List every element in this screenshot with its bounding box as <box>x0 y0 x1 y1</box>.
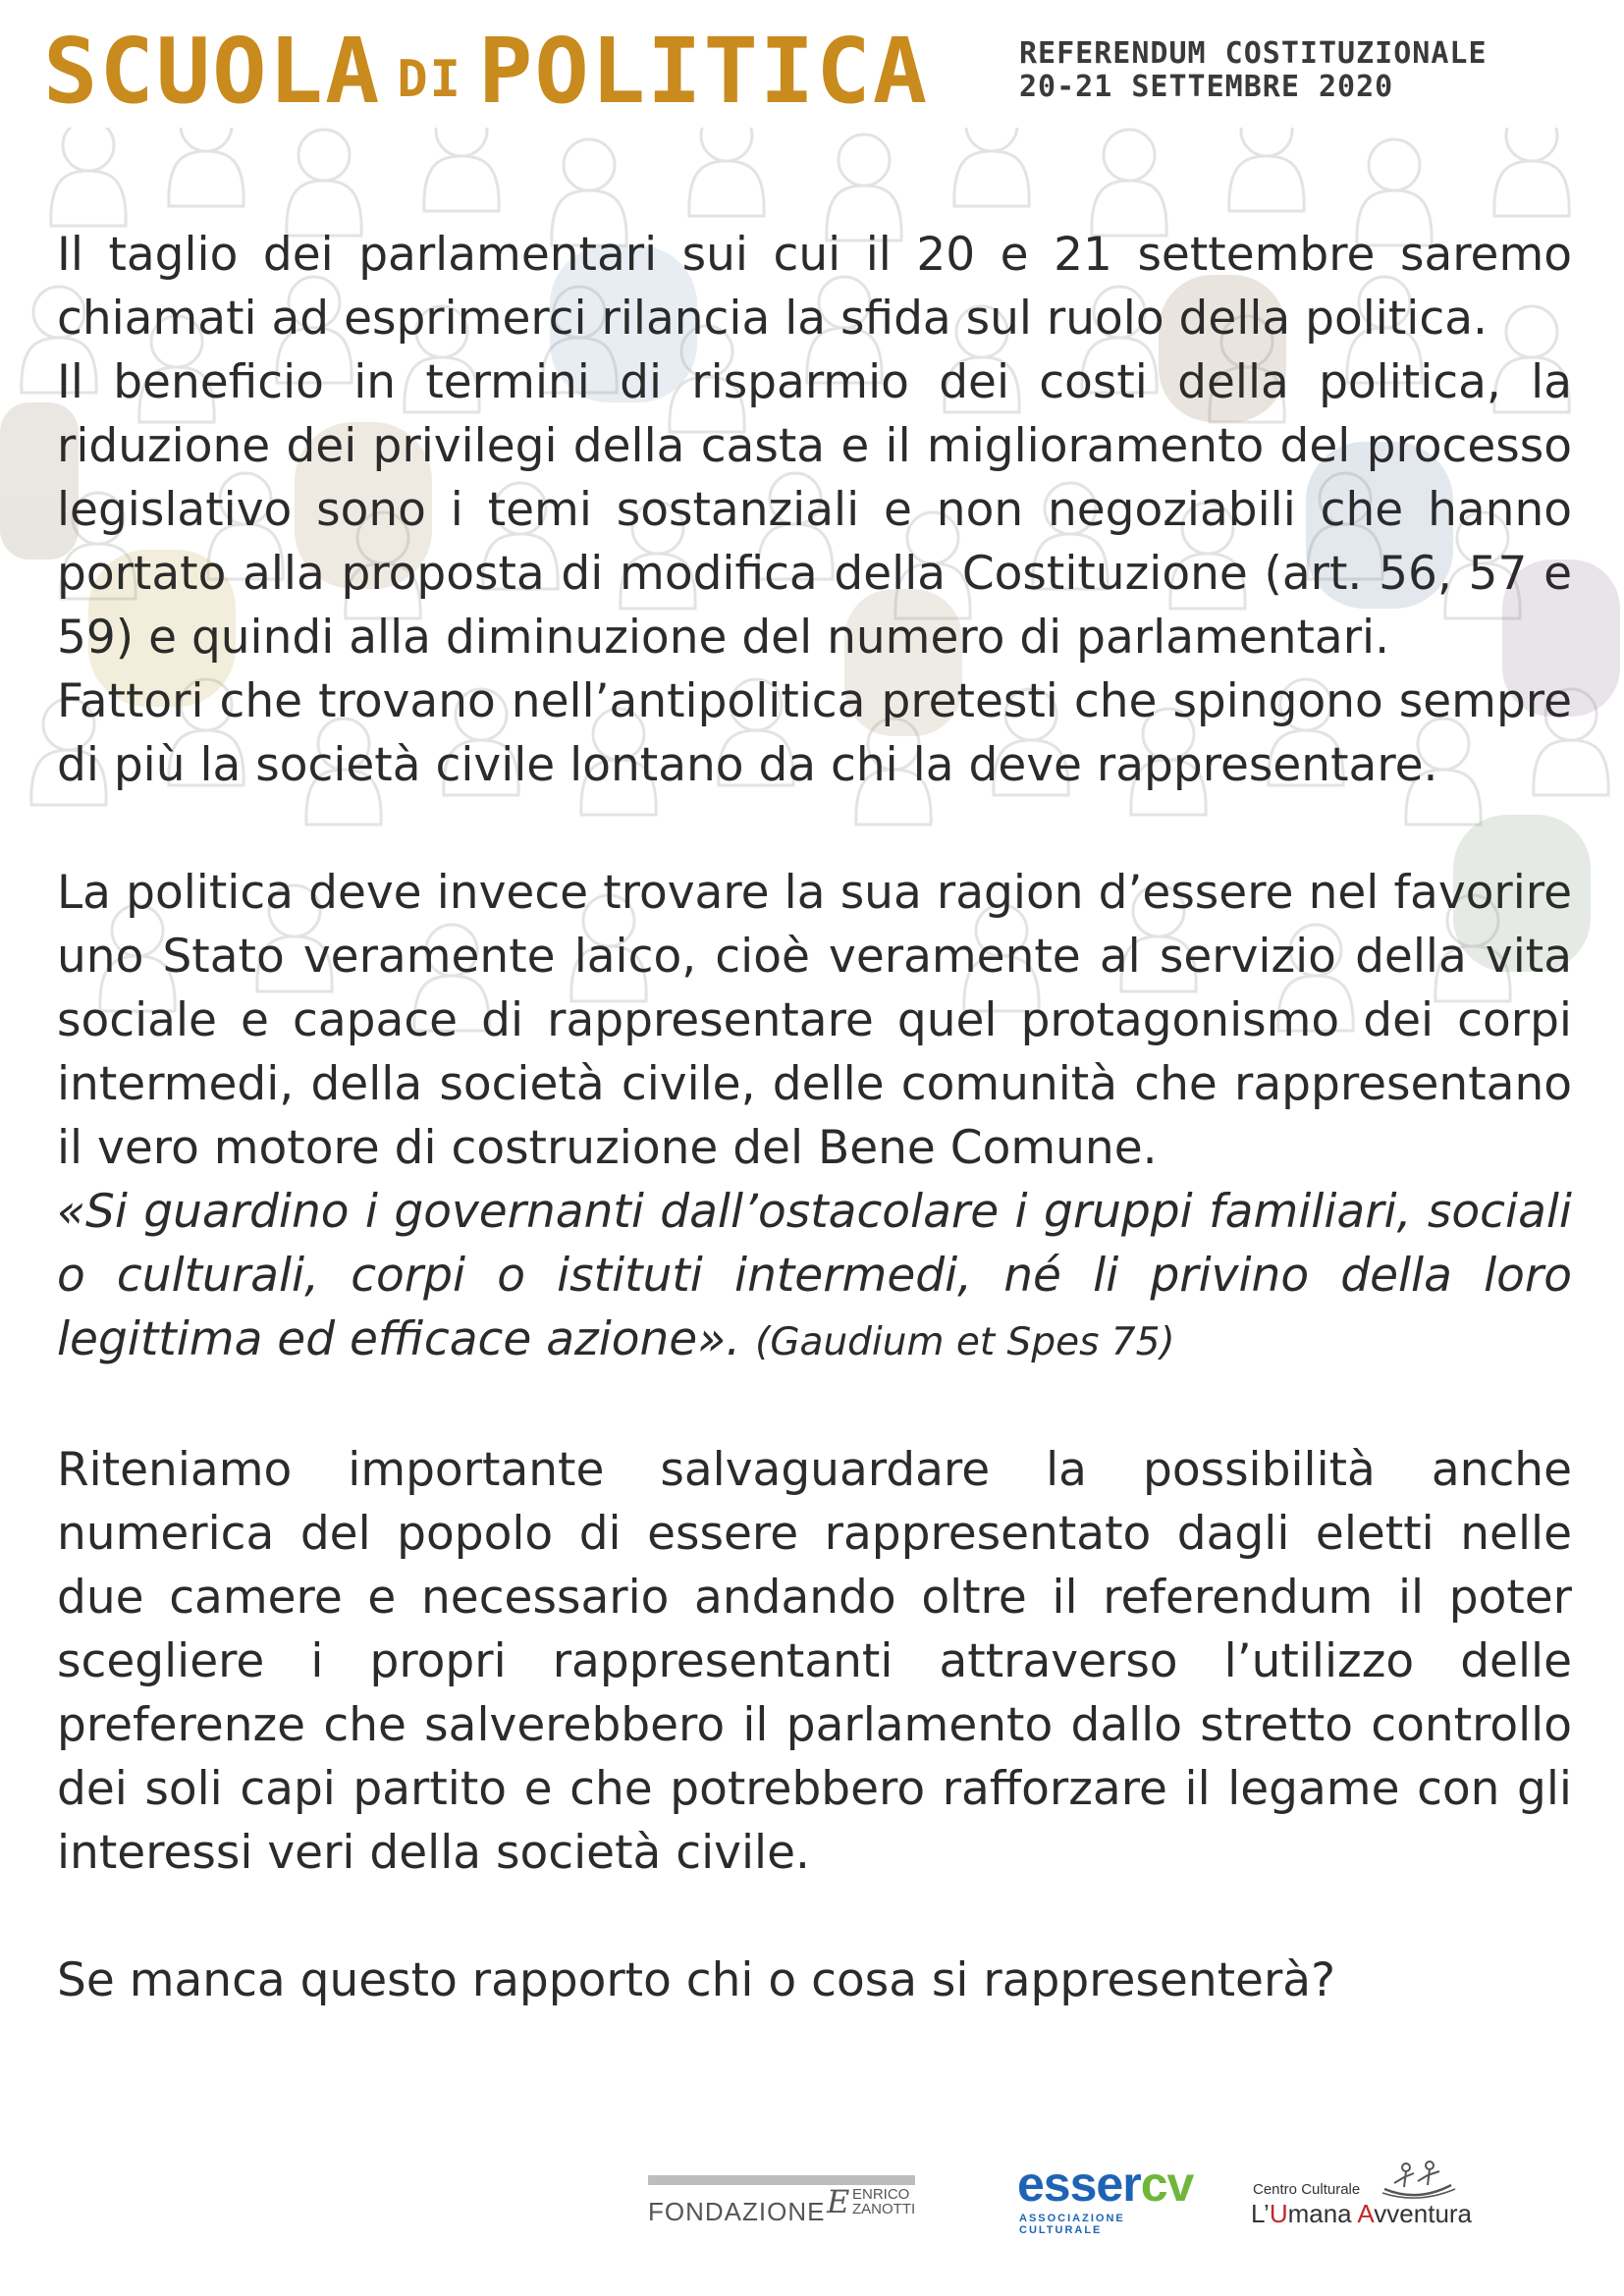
subtitle-line-2: 20-21 SETTEMBRE 2020 <box>1019 70 1394 104</box>
paragraph-4: La politica deve invece trovare la sua ragion d’essere nel favorire uno Stato veramente laico, cioè veramente al servizio della vita sociale e capace di rappresentare quel protagonismo dei corpi intermedi, della società civile, delle comunità che rappresentano il vero motore di costruzione del Bene Comune. <box>57 866 1572 1175</box>
logo-umana-avventura <box>1251 2160 1477 2238</box>
title-word-di: DI <box>397 50 462 109</box>
header-subtitle <box>1019 37 1488 104</box>
logo-fondazione-mark: E <box>827 2183 850 2220</box>
logo-esserci-word: essercv <box>1017 2157 1194 2212</box>
logo-esserci-sub: ASSOCIAZIONE CULTURALE <box>1019 2213 1125 2236</box>
logo-centro-name: L’Umana Avventura <box>1251 2199 1473 2228</box>
logo-fondazione-sub: ENRICO ZANOTTI <box>852 2186 916 2217</box>
logo-esserci <box>1017 2156 1204 2234</box>
quote-source: (Gaudium et Spes 75) <box>755 1320 1175 1364</box>
subtitle-line-1: REFERENDUM COSTITUZIONALE <box>1019 36 1488 71</box>
paragraph-6: Se manca questo rapporto chi o cosa si rappresenterà? <box>57 1953 1336 2007</box>
logo-fondazione-name: FONDAZIONE <box>648 2197 826 2226</box>
quote-text: «Si guardino i governanti dall’ostacolare i gruppi familiari, sociali o culturali, corpi o istituti intermedi, né li privino della loro legittima ed efficace azione». <box>57 1185 1572 1366</box>
paragraph-5: Riteniamo importante salvaguardare la possibilità anche numerica del popolo di essere rappresentato dagli eletti nelle due camere e necessario andando oltre il referendum il poter scegliere i propri rappresentanti attraverso l’utilizzo delle preferenze che salverebbero il parlamento dallo stretto controllo dei soli capi partito e che potrebbero rafforzare il legame con gli interessi veri della società civile. <box>57 1443 1572 1880</box>
title-word-scuola: SCUOLA <box>43 19 382 124</box>
paragraph-2: Il beneficio in termini di risparmio dei costi della politica, la riduzione dei privilegi della casta e il miglioramento del processo legislativo sono i temi sostanziali e non negoziabili che hanno portato alla proposta di modifica della Costituzione (art. 56, 57 e 59) e quindi alla diminuzione del numero di parlamentari. <box>57 355 1572 665</box>
paragraph-3: Fattori che trovano nell’antipolitica pretesti che spingono sempre di più la società civile lontano da chi la deve rappresentare. <box>57 674 1572 792</box>
logo-centro-top: Centro Culturale <box>1253 2181 1361 2198</box>
header-title <box>43 18 929 133</box>
quote-block <box>57 1180 1572 1374</box>
logo-fondazione-zanotti <box>648 2173 915 2228</box>
paragraph-1: Il taglio dei parlamentari sui cui il 20 e 21 settembre saremo chiamati ad esprimerci rilancia la sfida sul ruolo della politica. <box>57 228 1572 346</box>
title-word-politica: POLITICA <box>477 19 930 124</box>
boat-icon <box>1379 2160 1457 2201</box>
article-body <box>57 223 1572 2012</box>
